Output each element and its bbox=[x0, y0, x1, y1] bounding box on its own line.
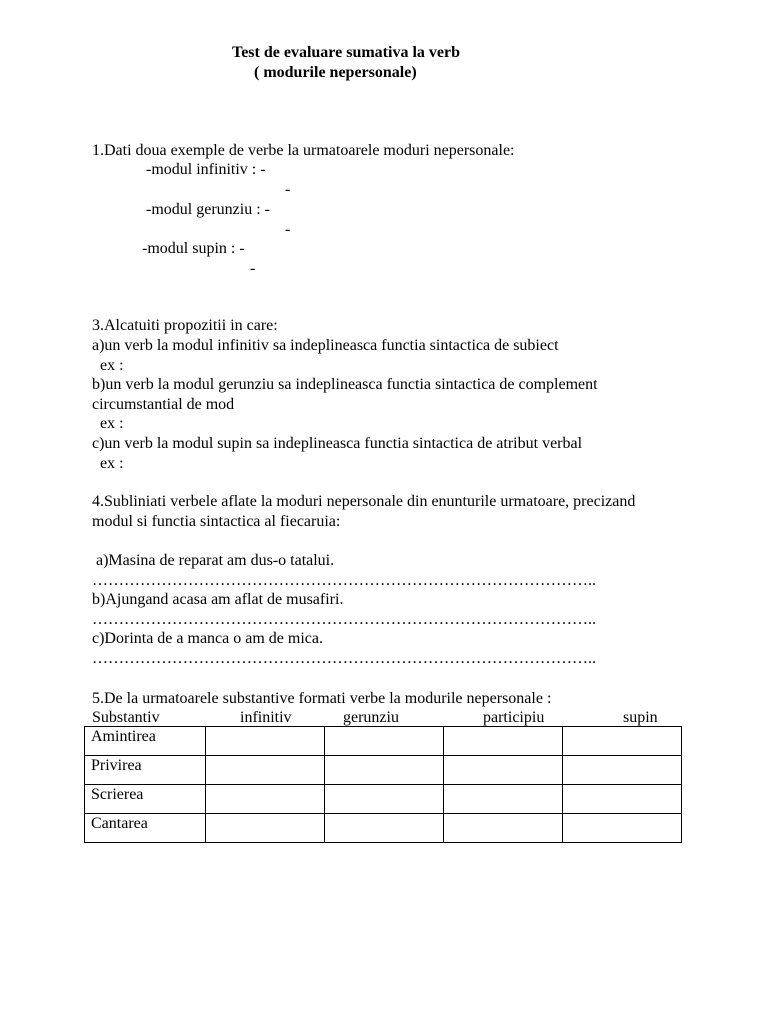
participiu-answer-cell[interactable] bbox=[444, 756, 563, 785]
table-row bbox=[85, 727, 682, 756]
noun-cell: Scrierea bbox=[85, 785, 206, 814]
supin-answer-cell[interactable] bbox=[563, 785, 682, 814]
q1-infinitiv: -modul infinitiv : - bbox=[146, 161, 266, 178]
table-row bbox=[85, 785, 682, 814]
q3-prompt: 3.Alcatuiti propozitii in care: bbox=[92, 317, 278, 334]
q3-c: c)un verb la modul supin sa indeplineasca functia sintactica de atribut verbal bbox=[92, 435, 583, 452]
gerunziu-answer-cell[interactable] bbox=[325, 785, 444, 814]
q4-answer-line-a: ………………………………………………………………………………….. bbox=[92, 572, 596, 589]
q4-prompt-line2: modul si functia sintactica al fiecaruia: bbox=[92, 513, 341, 530]
title-line-2: ( modurile nepersonale) bbox=[254, 64, 417, 81]
supin-answer-cell[interactable] bbox=[563, 756, 682, 785]
noun-cell: Privirea bbox=[85, 756, 206, 785]
infinitiv-answer-cell[interactable] bbox=[206, 727, 325, 756]
q3-b-line1: b)un verb la modul gerunziu sa indeplineasca functia sintactica de complement bbox=[92, 376, 598, 393]
participiu-answer-cell[interactable] bbox=[444, 727, 563, 756]
infinitiv-answer-cell[interactable] bbox=[206, 814, 325, 843]
column-header-substantiv: Substantiv bbox=[92, 709, 160, 726]
q4-answer-line-b: ………………………………………………………………………………….. bbox=[92, 611, 596, 628]
q1-supin-dash: - bbox=[250, 260, 256, 277]
table-row bbox=[85, 814, 682, 843]
gerunziu-answer-cell[interactable] bbox=[325, 756, 444, 785]
title-line-1: Test de evaluare sumativa la verb bbox=[232, 44, 460, 61]
participiu-answer-cell[interactable] bbox=[444, 814, 563, 843]
infinitiv-answer-cell[interactable] bbox=[206, 756, 325, 785]
column-header-supin: supin bbox=[623, 709, 658, 726]
q4-prompt-line1: 4.Subliniati verbele aflate la moduri nepersonale din enunturile urmatoare, precizand bbox=[92, 493, 636, 510]
q4-sentence-c: c)Dorinta de a manca o am de mica. bbox=[92, 630, 323, 647]
noun-cell: Cantarea bbox=[85, 814, 206, 843]
supin-answer-cell[interactable] bbox=[563, 814, 682, 843]
q3-a-ex: ex : bbox=[100, 357, 124, 374]
q3-b-ex: ex : bbox=[100, 415, 124, 432]
q1-gerunziu: -modul gerunziu : - bbox=[146, 201, 270, 218]
q1-supin: -modul supin : - bbox=[142, 240, 245, 257]
gerunziu-answer-cell[interactable] bbox=[325, 727, 444, 756]
column-header-gerunziu: gerunziu bbox=[343, 709, 399, 726]
participiu-answer-cell[interactable] bbox=[444, 785, 563, 814]
column-header-participiu: participiu bbox=[483, 709, 545, 726]
verb-forms-table bbox=[84, 726, 682, 843]
table-row bbox=[85, 756, 682, 785]
q3-b-line2: circumstantial de mod bbox=[92, 396, 235, 413]
supin-answer-cell[interactable] bbox=[563, 727, 682, 756]
gerunziu-answer-cell[interactable] bbox=[325, 814, 444, 843]
q4-sentence-a: a)Masina de reparat am dus-o tatalui. bbox=[96, 552, 335, 569]
q3-a: a)un verb la modul infinitiv sa indeplineasca functia sintactica de subiect bbox=[92, 337, 559, 354]
q4-answer-line-c: ………………………………………………………………………………….. bbox=[92, 650, 596, 667]
q5-prompt: 5.De la urmatoarele substantive formati verbe la modurile nepersonale : bbox=[92, 690, 552, 707]
q4-sentence-b: b)Ajungand acasa am aflat de musafiri. bbox=[92, 591, 344, 608]
q1-prompt: 1.Dati doua exemple de verbe la urmatoarele moduri nepersonale: bbox=[92, 142, 515, 159]
infinitiv-answer-cell[interactable] bbox=[206, 785, 325, 814]
q3-c-ex: ex : bbox=[100, 455, 124, 472]
q1-gerunziu-dash: - bbox=[285, 221, 291, 238]
column-header-infinitiv: infinitiv bbox=[240, 709, 292, 726]
noun-cell: Amintirea bbox=[85, 727, 206, 756]
q1-infinitiv-dash: - bbox=[285, 181, 291, 198]
